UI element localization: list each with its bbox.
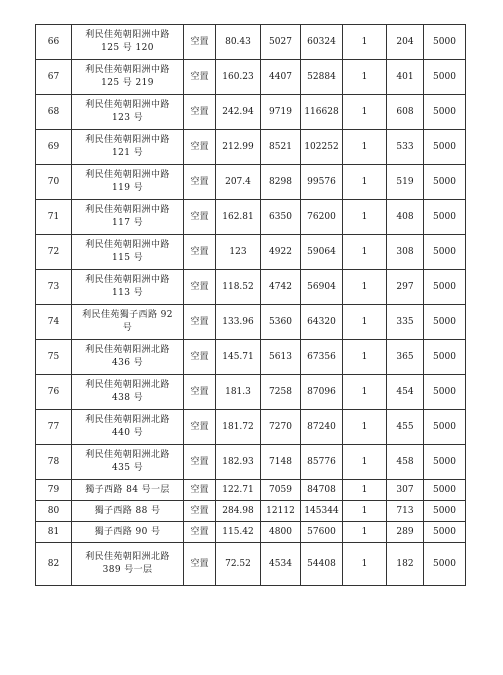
cell-address: 利民佳苑朝阳洲北路 435 号 [72,445,184,480]
table-row [36,305,466,340]
cell-row-number: 75 [36,340,72,375]
cell-monthly-amount: 365 [387,340,424,375]
cell-quantity: 1 [343,410,387,445]
cell-annual-total: 64320 [301,305,343,340]
table-row [36,522,466,543]
cell-area: 80.43 [216,25,261,60]
cell-area: 123 [216,235,261,270]
cell-monthly-amount: 335 [387,305,424,340]
cell-unit-price: 8298 [261,165,301,200]
cell-unit-price: 7059 [261,480,301,501]
cell-annual-total: 99576 [301,165,343,200]
cell-quantity: 1 [343,305,387,340]
cell-row-number: 82 [36,543,72,586]
cell-quantity: 1 [343,480,387,501]
cell-status: 空置 [184,305,216,340]
cell-row-number: 79 [36,480,72,501]
cell-monthly-amount: 204 [387,25,424,60]
cell-monthly-amount: 289 [387,522,424,543]
cell-row-number: 81 [36,522,72,543]
table-row [36,480,466,501]
cell-limit-amount: 5000 [424,305,466,340]
cell-annual-total: 60324 [301,25,343,60]
cell-unit-price: 4742 [261,270,301,305]
cell-address: 利民佳苑朝阳洲中路 119 号 [72,165,184,200]
cell-status: 空置 [184,501,216,522]
cell-status: 空置 [184,522,216,543]
cell-row-number: 77 [36,410,72,445]
cell-status: 空置 [184,445,216,480]
cell-monthly-amount: 458 [387,445,424,480]
cell-quantity: 1 [343,130,387,165]
cell-annual-total: 87240 [301,410,343,445]
cell-quantity: 1 [343,340,387,375]
cell-unit-price: 5027 [261,25,301,60]
cell-unit-price: 5360 [261,305,301,340]
cell-limit-amount: 5000 [424,445,466,480]
table-row [36,235,466,270]
cell-address: 利民佳苑獨子西路 92 号 [72,305,184,340]
cell-limit-amount: 5000 [424,165,466,200]
table-row [36,130,466,165]
cell-unit-price: 4534 [261,543,301,586]
cell-monthly-amount: 297 [387,270,424,305]
cell-limit-amount: 5000 [424,543,466,586]
cell-row-number: 68 [36,95,72,130]
cell-annual-total: 54408 [301,543,343,586]
cell-area: 242.94 [216,95,261,130]
cell-annual-total: 67356 [301,340,343,375]
cell-unit-price: 8521 [261,130,301,165]
table-row [36,375,466,410]
cell-limit-amount: 5000 [424,501,466,522]
cell-limit-amount: 5000 [424,522,466,543]
cell-status: 空置 [184,270,216,305]
cell-monthly-amount: 455 [387,410,424,445]
cell-quantity: 1 [343,375,387,410]
cell-quantity: 1 [343,165,387,200]
cell-monthly-amount: 519 [387,165,424,200]
cell-address: 獨子西路 88 号 [72,501,184,522]
cell-row-number: 69 [36,130,72,165]
cell-annual-total: 102252 [301,130,343,165]
cell-limit-amount: 5000 [424,270,466,305]
cell-quantity: 1 [343,200,387,235]
cell-unit-price: 4800 [261,522,301,543]
table-row [36,60,466,95]
cell-area: 207.4 [216,165,261,200]
cell-unit-price: 6350 [261,200,301,235]
cell-area: 115.42 [216,522,261,543]
cell-quantity: 1 [343,543,387,586]
cell-monthly-amount: 454 [387,375,424,410]
cell-row-number: 80 [36,501,72,522]
table-body [36,25,466,586]
cell-row-number: 71 [36,200,72,235]
cell-limit-amount: 5000 [424,60,466,95]
cell-status: 空置 [184,375,216,410]
cell-annual-total: 145344 [301,501,343,522]
cell-area: 162.81 [216,200,261,235]
cell-limit-amount: 5000 [424,410,466,445]
cell-limit-amount: 5000 [424,95,466,130]
property-table [35,24,466,586]
cell-address: 利民佳苑朝阳洲中路 125 号 219 [72,60,184,95]
cell-address: 獨子西路 90 号 [72,522,184,543]
cell-address: 利民佳苑朝阳洲北路 389 号一层 [72,543,184,586]
cell-address: 利民佳苑朝阳洲中路 125 号 120 [72,25,184,60]
cell-status: 空置 [184,410,216,445]
cell-row-number: 78 [36,445,72,480]
cell-address: 利民佳苑朝阳洲中路 113 号 [72,270,184,305]
cell-status: 空置 [184,130,216,165]
cell-monthly-amount: 408 [387,200,424,235]
property-table-page [35,24,465,586]
cell-area: 145.71 [216,340,261,375]
cell-quantity: 1 [343,445,387,480]
cell-area: 212.99 [216,130,261,165]
cell-area: 133.96 [216,305,261,340]
cell-row-number: 73 [36,270,72,305]
cell-status: 空置 [184,165,216,200]
cell-unit-price: 7148 [261,445,301,480]
cell-monthly-amount: 401 [387,60,424,95]
cell-status: 空置 [184,25,216,60]
cell-status: 空置 [184,543,216,586]
cell-row-number: 74 [36,305,72,340]
cell-area: 181.3 [216,375,261,410]
cell-annual-total: 57600 [301,522,343,543]
cell-limit-amount: 5000 [424,340,466,375]
cell-quantity: 1 [343,501,387,522]
cell-row-number: 76 [36,375,72,410]
cell-status: 空置 [184,200,216,235]
table-row [36,410,466,445]
cell-address: 獨子西路 84 号一层 [72,480,184,501]
cell-unit-price: 5613 [261,340,301,375]
cell-row-number: 72 [36,235,72,270]
cell-unit-price: 12112 [261,501,301,522]
cell-status: 空置 [184,60,216,95]
cell-quantity: 1 [343,235,387,270]
cell-area: 122.71 [216,480,261,501]
cell-annual-total: 85776 [301,445,343,480]
cell-status: 空置 [184,235,216,270]
table-row [36,25,466,60]
table-row [36,543,466,586]
table-row [36,270,466,305]
cell-area: 182.93 [216,445,261,480]
cell-area: 160.23 [216,60,261,95]
cell-unit-price: 7270 [261,410,301,445]
cell-area: 181.72 [216,410,261,445]
table-row [36,200,466,235]
cell-limit-amount: 5000 [424,130,466,165]
cell-annual-total: 59064 [301,235,343,270]
table-row [36,445,466,480]
cell-address: 利民佳苑朝阳洲中路 121 号 [72,130,184,165]
cell-address: 利民佳苑朝阳洲中路 115 号 [72,235,184,270]
cell-limit-amount: 5000 [424,375,466,410]
cell-unit-price: 7258 [261,375,301,410]
cell-unit-price: 9719 [261,95,301,130]
cell-address: 利民佳苑朝阳洲北路 436 号 [72,340,184,375]
cell-address: 利民佳苑朝阳洲中路 117 号 [72,200,184,235]
table-row [36,165,466,200]
cell-quantity: 1 [343,522,387,543]
cell-row-number: 70 [36,165,72,200]
cell-address: 利民佳苑朝阳洲北路 440 号 [72,410,184,445]
cell-annual-total: 52884 [301,60,343,95]
cell-address: 利民佳苑朝阳洲中路 123 号 [72,95,184,130]
cell-status: 空置 [184,480,216,501]
cell-limit-amount: 5000 [424,200,466,235]
cell-unit-price: 4922 [261,235,301,270]
cell-address: 利民佳苑朝阳洲北路 438 号 [72,375,184,410]
cell-monthly-amount: 182 [387,543,424,586]
cell-monthly-amount: 308 [387,235,424,270]
cell-quantity: 1 [343,95,387,130]
cell-annual-total: 56904 [301,270,343,305]
cell-limit-amount: 5000 [424,235,466,270]
cell-area: 72.52 [216,543,261,586]
cell-row-number: 67 [36,60,72,95]
cell-quantity: 1 [343,270,387,305]
cell-row-number: 66 [36,25,72,60]
cell-area: 118.52 [216,270,261,305]
cell-annual-total: 116628 [301,95,343,130]
cell-limit-amount: 5000 [424,480,466,501]
table-row [36,95,466,130]
cell-monthly-amount: 713 [387,501,424,522]
table-row [36,501,466,522]
cell-limit-amount: 5000 [424,25,466,60]
cell-monthly-amount: 533 [387,130,424,165]
table-row [36,340,466,375]
cell-quantity: 1 [343,60,387,95]
cell-monthly-amount: 307 [387,480,424,501]
cell-area: 284.98 [216,501,261,522]
cell-status: 空置 [184,95,216,130]
cell-status: 空置 [184,340,216,375]
cell-annual-total: 76200 [301,200,343,235]
cell-annual-total: 87096 [301,375,343,410]
cell-annual-total: 84708 [301,480,343,501]
cell-monthly-amount: 608 [387,95,424,130]
cell-unit-price: 4407 [261,60,301,95]
cell-quantity: 1 [343,25,387,60]
